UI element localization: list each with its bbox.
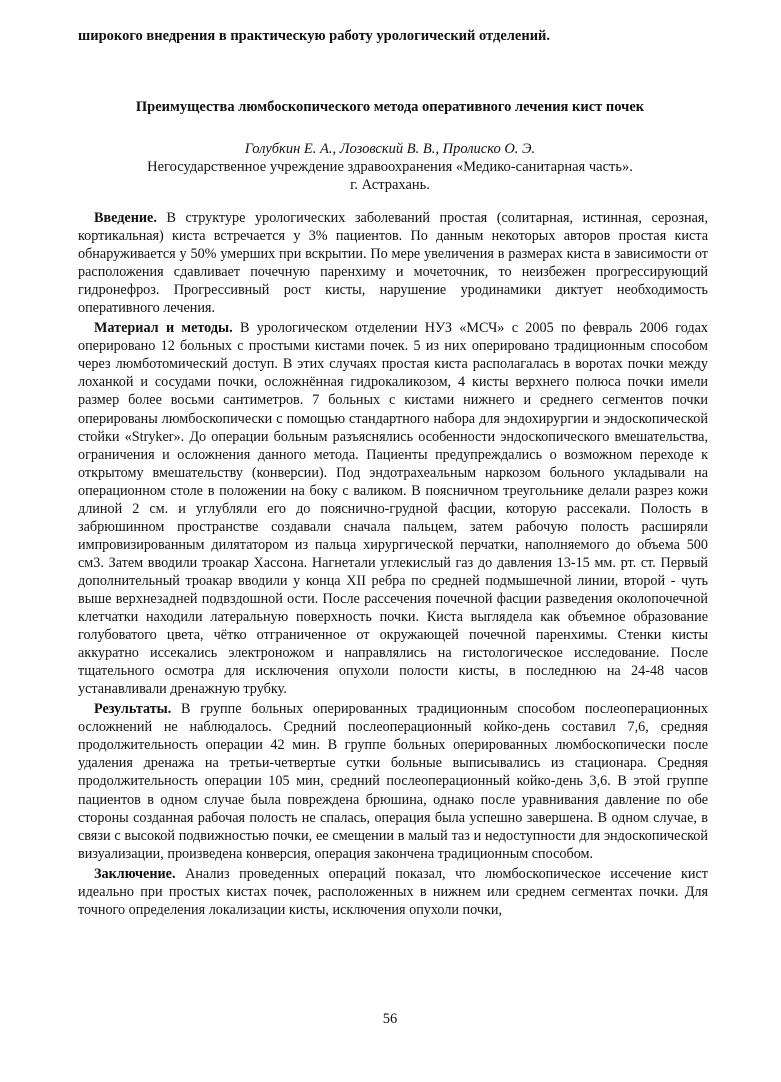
section-methods — [78, 319, 708, 698]
authors: Голубкин Е. А., Лозовский В. В., Пролиско О. Э. — [244, 141, 536, 157]
continuation-line: широкого внедрения в практическую работу урологический отделений. — [78, 28, 551, 44]
section-conclusion — [78, 865, 708, 919]
article-body — [78, 209, 708, 921]
section-text: В урологическом отделении НУЗ «МСЧ» с 2005 по февраль 2006 годах оперировано 12 больных с простыми кистами почек. 5 из них оперировано традиционным способом через люмботомический доступ. В этих случаях простая киста располагалась в воротах почки между лоханкой и сосудами почки, осложнённая гидрокаликозом, 4 кисты верхнего полюса почки имели размер более восьми сантиметров. 7 больных с кистами нижнего и среднего сегментов почки оперированы люмбоскопически с помощью стандартного набора для эндохирургии и эндоскопической стойки «Stryker». До операции больным разъяснялись особенности эндоскопического вмешательства, ограничения и осложнения данного метода. Пациенты предупреждались о возможном переходе к открытому вмешательству (конверсии). Под эндотрахеальным наркозом больного укладывали на операционном столе в положении на боку с валиком. В поясничном треугольнике делали разрез кожи длиной 2 см. и углубляли его до пояснично-грудной фасции, которую рассекали. Полость в забрюшинном пространстве создавали сначала пальцем, затем рабочую полость расширяли импровизированным дилятатором из пальца хирургической перчатки, наполняемого до объема 500 см3. Затем вводили троакар Хассона. Нагнетали углекислый газ до давления 13-15 мм. рт. ст. Первый дополнительный троакар вводили у конца XII ребра по средней подмышечной линии, второй - чуть выше верхнезадней подвздошной ости. После рассечения почечной фасции разведения околопочечной клетчатки находили латеральную поверхность почки. Киста выглядела как объемное образование голубоватого цвета, чётко отграниченное от окружающей почечной паренхимы. Стенки кисты аккуратно иссекались электроножом и направлялись на гистологическое исследование. После тщательного осмотра для исключения опухоли полости кисты, в последнюю на 24-48 часов устанавливали дренажную трубку. — [78, 320, 709, 698]
section-results — [78, 700, 708, 862]
section-heading: Заключение. — [94, 865, 176, 882]
article-title: Преимущества люмбоскопического метода оперативного лечения кист почек — [135, 99, 645, 115]
city: г. Астрахань. — [350, 177, 430, 193]
section-heading: Введение. — [94, 210, 157, 226]
section-text: В структуре урологических заболеваний простая (солитарная, истинная, серозная, кортикальная) киста встречается у 3% пациентов. По данным некоторых авторов простая киста обнаруживается у 50% умерших при вскрытии. По мере увеличения в размерах киста в зависимости от расположения сдавливает почечную паренхиму и мочеточник, то неизбежен прогрессирующий гидронефроз. Прогрессивный рост кисты, нарушение уродинамики диктует необходимость оперативного лечения. — [78, 210, 708, 317]
section-heading: Результаты. — [94, 701, 172, 718]
section-text: В группе больных оперированных традиционным способом послеоперационных осложнений не наблюдалось. Средний послеоперационный койко-день составил 7,6, средняя продолжительность операции 42 мин. В группе больных оперированных люмбоскопически после удаления дренажа на третьи-четвертые сутки больные выписывались из стационара. Средняя продолжительность операции 105 мин, средний послеоперационный койко-день 3,6. В этой группе пациентов в одном случае была повреждена брюшина, однако после уравнивания давление по обе стороны созданная рабочая полость не спалась, операция была успешно завершена. В одном случае, в связи с высокой подвижностью почки, ее смещении в малый таз и недоступности для эндоскопической визуализации, произведена конверсия, операция закончена традиционным способом. — [78, 701, 708, 862]
section-introduction — [78, 209, 708, 317]
section-heading: Материал и методы. — [94, 320, 233, 337]
organization: Негосударственное учреждение здравоохранения «Медико-санитарная часть». — [147, 159, 633, 175]
page-number: 56 — [382, 1011, 398, 1027]
section-text: Анализ проведенных операций показал, что люмбоскопическое иссечение кист идеально при простых кистах почек, расположенных в нижнем или среднем сегментах почки. Для точного определения локализации кисты, исключения опухоли почки, — [78, 865, 708, 918]
